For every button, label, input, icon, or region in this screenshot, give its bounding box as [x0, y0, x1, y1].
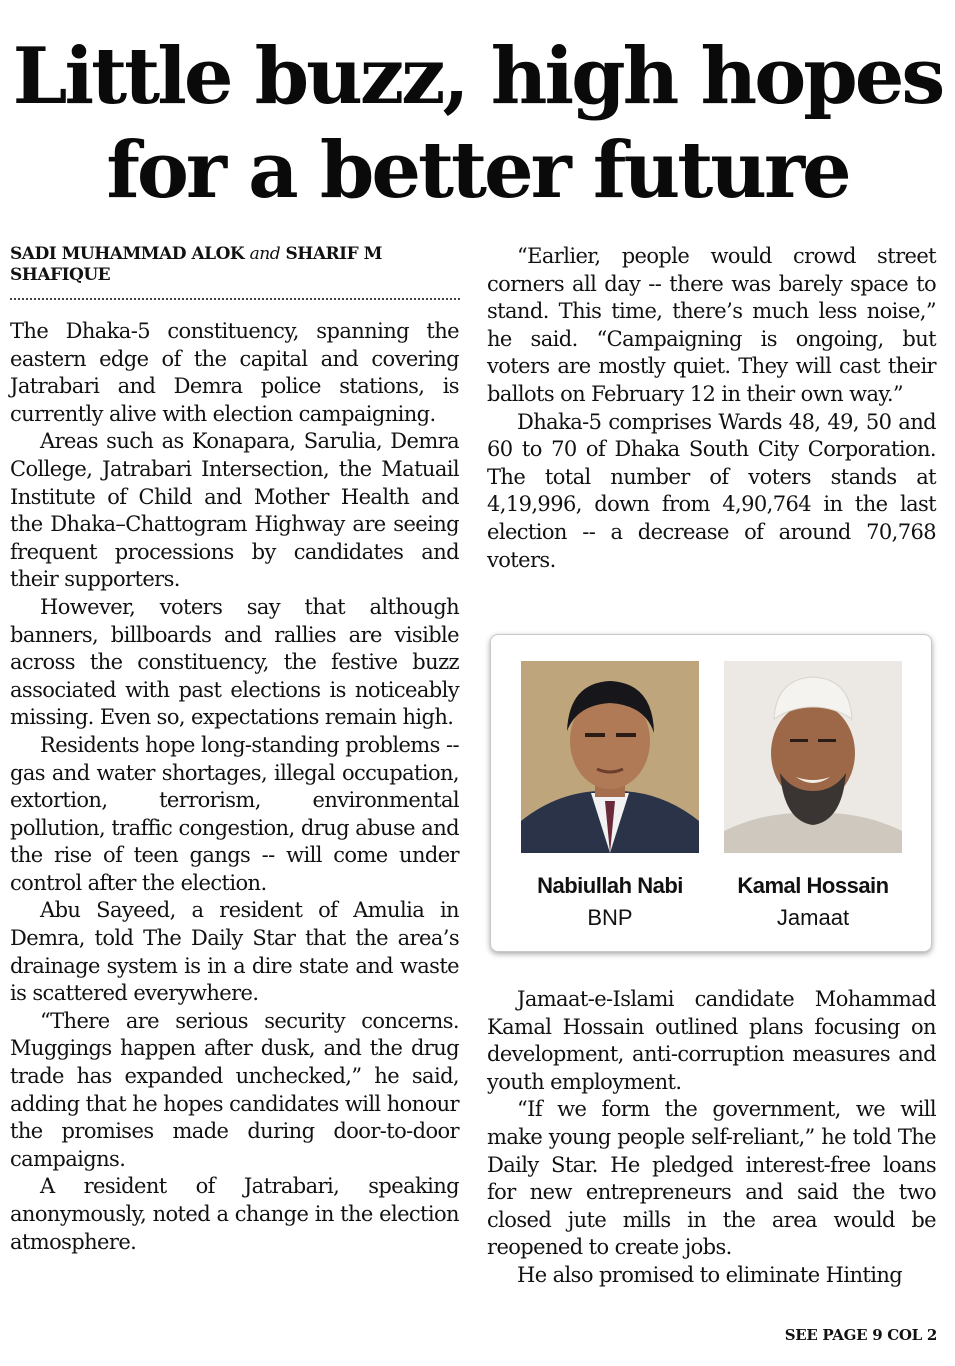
- portrait-illustration: [521, 661, 699, 853]
- paragraph: “If we form the government, we will make young people self-reliant,” he told The Daily Star. He pledged interest-free loans for new entrepreneurs and said the two closed jute mills in the area would be reopened to create jobs.: [487, 1097, 936, 1260]
- paragraph: Dhaka-5 comprises Wards 48, 49, 50 and 60 to 70 of Dhaka South City Corporation. The total number of voters stands at 4,19,996, down from 4,90,764 in the last election -- a decrease of around 70,768 voters.: [487, 409, 936, 572]
- article-column-right-bottom: [487, 986, 936, 1290]
- byline: [10, 244, 460, 286]
- paragraph: A resident of Jatrabari, speaking anonymously, noted a change in the election atmosphere.: [10, 1174, 459, 1254]
- article-column-left: [10, 318, 459, 1256]
- byline-author-1: SADI MUHAMMAD ALOK: [10, 244, 245, 264]
- headline-line-2: for a better future: [106, 125, 849, 216]
- headline-line-1: Little buzz, high hopes: [12, 31, 943, 122]
- headline: [0, 30, 955, 218]
- paragraph: Areas such as Konapara, Sarulia, Demra College, Jatrabari Intersection, the Matuail Institute of Child and Mother Health and the Dhaka–Chattogram Highway are seeing frequent processions by candidates and their supporters.: [10, 429, 459, 592]
- portrait-illustration: [724, 661, 902, 853]
- candidate-photo-nabiullah-nabi: [521, 661, 699, 853]
- paragraph: “Earlier, people would crowd street corners all day -- there was barely space to stand. This time, there’s much less noise,” he said. “Campaigning is ongoing, but voters are mostly quiet. They will cast their ballots on February 12 in their own way.”: [487, 244, 936, 406]
- paragraph: “There are serious security concerns. Muggings happen after dusk, and the drug trade has expanded unchecked,” he said, adding that he hopes candidates will honour the promises made during door-to-door campaigns.: [10, 1008, 459, 1171]
- paragraph: The Dhaka-5 constituency, spanning the eastern edge of the capital and covering Jatrabari and Demra police stations, is currently alive with election campaigning.: [10, 319, 459, 426]
- candidate-party: Jamaat: [776, 905, 850, 930]
- paragraph: He also promised to eliminate Hinting: [517, 1262, 903, 1287]
- paragraph: Abu Sayeed, a resident of Amulia in Demra, told The Daily Star that the area’s drainage system is in a dire state and waste is scattered everywhere.: [10, 898, 459, 1006]
- candidates-photo-box: [490, 634, 932, 952]
- paragraph: However, voters say that although banners, billboards and rallies are visible across the constituency, the festive buzz associated with past elections is noticeably missing. Even so, expectations remain high.: [10, 594, 459, 730]
- candidate-photo-kamal-hossain: [724, 661, 902, 853]
- byline-conjunction: and: [249, 244, 281, 264]
- candidate-party: BNP: [587, 905, 633, 930]
- candidate-name: Kamal Hossain: [737, 873, 889, 898]
- paragraph: Residents hope long-standing problems -- gas and water shortages, illegal occupation, extortion, terrorism, environmental pollution, traffic congestion, drug abuse and the rise of teen gangs -- will come under control after the election.: [10, 732, 459, 895]
- candidate-name: Nabiullah Nabi: [537, 873, 683, 898]
- byline-divider: [10, 298, 460, 300]
- byline-author-2: SHARIF M SHAFIQUE: [10, 244, 382, 285]
- paragraph: Jamaat-e-Islami candidate Mohammad Kamal Hossain outlined plans focusing on development, anti-corruption measures and youth employment.: [487, 987, 936, 1094]
- continued-on-page: SEE PAGE 9 COL 2: [784, 1326, 937, 1344]
- article-column-right-top: [487, 243, 936, 574]
